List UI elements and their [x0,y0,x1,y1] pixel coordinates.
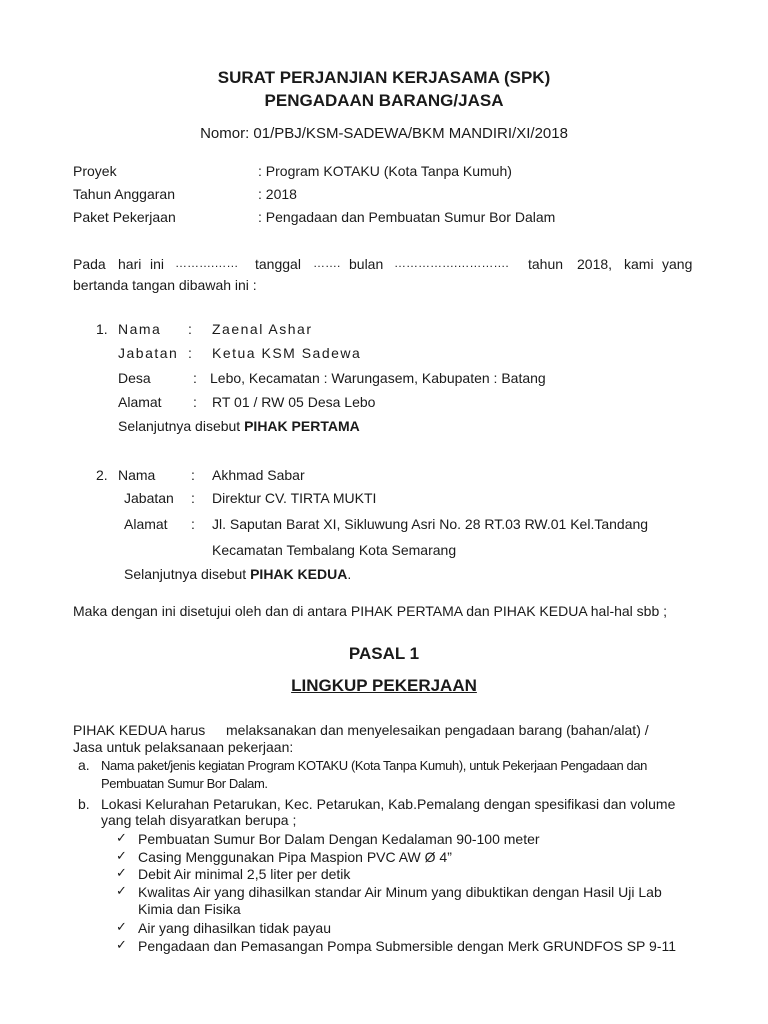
party2-colon: : [191,467,195,483]
party2-designation-suffix: . [347,566,352,582]
party1-nama-label: Nama [118,321,162,337]
spec-item: Debit Air minimal 2,5 liter per detik [138,866,351,882]
info-value-paket: : Pengadaan dan Pembuatan Sumur Bor Dalam [258,209,556,225]
document-number: Nomor: 01/PBJ/KSM-SADEWA/BKM MANDIRI/XI/2018 [200,125,568,142]
party1-alamat-value: RT 01 / RW 05 Desa Lebo [212,394,376,410]
party1-colon: : [193,370,197,386]
check-icon: ✓ [116,938,127,953]
party2-designation-prefix: Selanjutnya disebut [124,566,251,582]
party1-alamat-label: Alamat [118,394,162,410]
intro-word: tahun [528,256,564,272]
check-icon: ✓ [116,831,127,846]
check-icon: ✓ [116,884,127,899]
party2-nama-label: Nama [118,467,156,483]
party2-alamat-label: Alamat [124,516,168,532]
intro-word: yang [662,256,693,272]
party2-jabatan-label: Jabatan [124,490,174,506]
spec-item-continuation: Kimia dan Fisika [138,901,241,917]
spec-item: Pengadaan dan Pemasangan Pompa Submersible dengan Merk GRUNDFOS SP 9-11 [138,938,677,954]
spec-item: Casing Menggunakan Pipa Maspion PVC AW Ø 4” [138,849,452,865]
pasal-subheading [0,676,768,696]
list-item-b-line1: Lokasi Kelurahan Petarukan, Kec. Petarukan, Kab.Pemalang dengan spesifikasi dan volume [101,796,676,812]
list-item-b-line2: yang telah disyaratkan berupa ; [101,812,297,828]
party2-colon: : [191,490,195,506]
document-title-line2: PENGADAAN BARANG/JASA [264,91,504,110]
party2-alamat-value-line1: Jl. Saputan Barat XI, Sikluwung Asri No. 28 RT.03 RW.01 Kel.Tandang [212,516,649,532]
party1-nama-value: Zaenal Ashar [212,321,313,337]
agreement-sentence: Maka dengan ini disetujui oleh dan di antara PIHAK PERTAMA dan PIHAK KEDUA hal-hal sbb ; [73,603,668,619]
party1-number: 1. [96,321,108,337]
party1-jabatan-label: Jabatan [118,345,179,361]
pasal-subheading-text: LINGKUP PEKERJAAN [291,676,477,695]
party1-jabatan-value: Ketua KSM Sadewa [212,345,362,361]
party2-jabatan-value: Direktur CV. TIRTA MUKTI [212,490,377,506]
intro-word: 2018, [577,256,613,272]
pasal-heading: PASAL 1 [348,644,420,663]
list-marker-a: a. [78,757,90,773]
party1-colon: : [188,345,192,361]
party2-designation-name: PIHAK KEDUA [250,566,348,582]
intro-word: kami [624,256,654,272]
intro-word: hari [118,256,142,272]
check-icon: ✓ [116,920,127,935]
intro-blank-day: ……….…… [175,256,239,270]
info-value-proyek: : Program KOTAKU (Kota Tanpa Kumuh) [258,163,512,179]
check-icon: ✓ [116,849,127,864]
party2-designation [124,566,351,582]
body-line1-start: PIHAK KEDUA harus [73,722,206,738]
intro-word: ini [150,256,165,272]
info-value-tahun: : 2018 [258,186,297,202]
check-icon: ✓ [116,866,127,881]
list-marker-b: b. [78,796,90,812]
intro-blank-date: ……. [313,256,341,270]
spec-item: Kwalitas Air yang dihasilkan standar Air Minum yang dibuktikan dengan Hasil Uji Lab [138,884,662,900]
party1-colon: : [188,321,192,337]
document-title-line1: SURAT PERJANJIAN KERJASAMA (SPK) [217,68,551,87]
list-item-a-line1: Nama paket/jenis kegiatan Program KOTAKU (Kota Tanpa Kumuh), untuk Pekerjaan Pengadaan dan [101,758,647,773]
party1-designation [118,418,360,434]
intro-word: tanggal [255,256,301,272]
info-label-paket: Paket Pekerjaan [73,209,176,225]
body-line2: Jasa untuk pelaksanaan pekerjaan: [73,739,294,755]
party1-desa-label: Desa [118,370,151,386]
party2-alamat-value-line2: Kecamatan Tembalang Kota Semarang [212,542,457,558]
party1-colon: : [193,394,197,410]
spec-item: Air yang dihasilkan tidak payau [138,920,332,936]
intro-line2: bertanda tangan dibawah ini : [73,277,257,293]
info-label-proyek: Proyek [73,163,117,179]
info-label-tahun: Tahun Anggaran [73,186,175,202]
spec-item: Pembuatan Sumur Bor Dalam Dengan Kedalaman 90-100 meter [138,831,540,847]
intro-word: Pada [73,256,106,272]
party2-number: 2. [96,467,108,483]
body-line1-end: melaksanakan dan menyelesaikan pengadaan barang (bahan/alat) / [226,722,649,738]
list-item-a-line2: Pembuatan Sumur Bor Dalam. [101,776,268,791]
party1-designation-name: PIHAK PERTAMA [244,418,360,434]
intro-word: bulan [349,256,384,272]
party1-designation-prefix: Selanjutnya disebut [118,418,245,434]
party1-desa-value: Lebo, Kecamatan : Warungasem, Kabupaten : Batang [210,370,546,386]
party2-colon: : [191,516,195,532]
intro-blank-month: …………….…………. [394,256,509,270]
party2-nama-value: Akhmad Sabar [212,467,305,483]
